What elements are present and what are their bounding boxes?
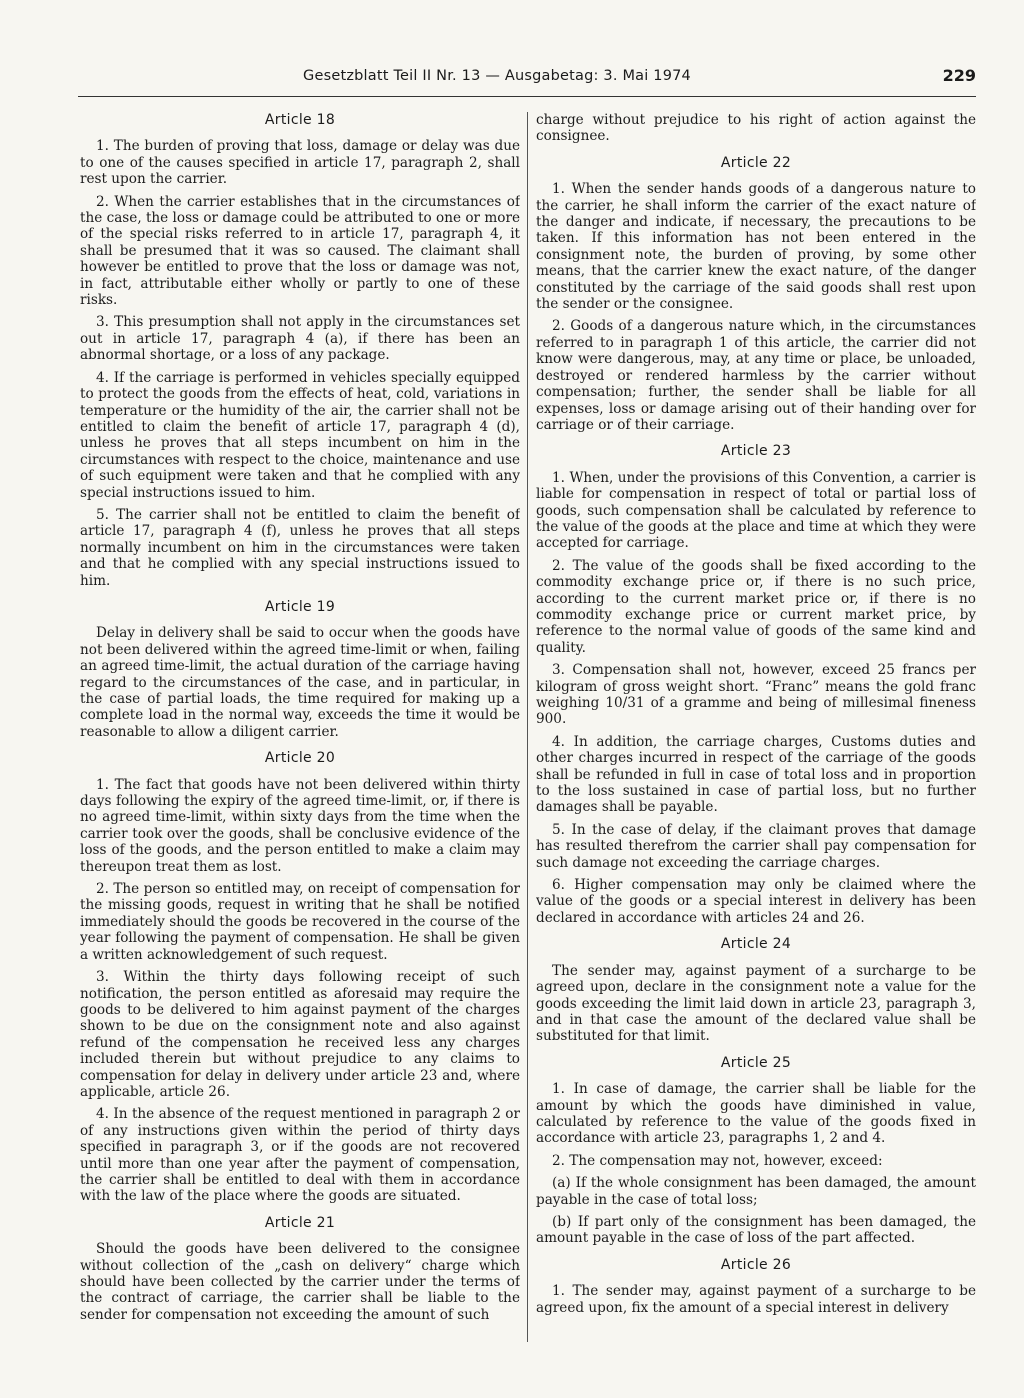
article-19-heading: Article 19 — [264, 598, 336, 615]
article-23-paragraph-2: 2. The value of the goods shall be fixed according to the commodity exchange price or, if there is no such price, according to the current market price or, if there is no commodity exchange price or current market price, by reference to the normal value of goods of the same kind and quality. — [536, 557, 976, 656]
article-18-paragraph-5: 5. The carrier shall not be entitled to claim the benefit of article 17, paragraph 4 (f), unless he proves that all steps normally incumbent on him in the circumstances were taken and that he complied with any special instructions issued to him. — [80, 506, 520, 589]
article-25-paragraph-2: 2. The compensation may not, however, exceed: — [552, 1152, 883, 1169]
article-25-heading: Article 25 — [720, 1054, 792, 1071]
article-23-paragraph-4: 4. In addition, the carriage charges, Customs duties and other charges incurred in respect of the carriage of the goods shall be refunded in full in case of total loss and in proportion to the loss sustained in case of partial loss, but no further damages shall be payable. — [536, 733, 976, 816]
article-25-paragraph-3: (a) If the whole consignment has been damaged, the amount payable in the case of total loss; — [536, 1175, 976, 1208]
article-20-heading: Article 20 — [264, 750, 336, 767]
article-18-paragraph-4: 4. If the carriage is performed in vehicles specially equipped to protect the goods from the effects of heat, cold, variations in temperature or the humidity of the air, the carrier shall not be entitled to claim the benefit of article 17, paragraph 4 (d), unless he proves that all steps incumbent on him in the circumstances with respect to the choice, maintenance and use of such equipment were taken and that he complied with any special instructions issued to him. — [80, 369, 520, 501]
article-21-heading: Article 21 — [264, 1214, 336, 1231]
article-20-paragraph-4: 4. In the absence of the request mentioned in paragraph 2 or of any instructions given within the period of thirty days specified in paragraph 3, or if the goods are not recovered until more than one year after the payment of compensation, the carrier shall be entitled to deal with them in accordance with the law of the place where the goods are situated. — [80, 1106, 520, 1205]
column-divider — [527, 112, 528, 1342]
article-23-heading: Article 23 — [720, 443, 792, 460]
article-18-paragraph-1: 1. The burden of proving that loss, damage or delay was due to one of the causes specified in article 17, paragraph 2, shall rest upon the carrier. — [80, 138, 520, 188]
article-23-paragraph-5: 5. In the case of delay, if the claimant proves that damage has resulted therefrom the carrier shall pay compensation for such damage not exceeding the carriage charges. — [536, 821, 976, 871]
article-21-paragraph-1: Should the goods have been delivered to the consignee without collection of the „cash on delivery“ charge which should have been collected by the carrier under the terms of the contract of carriage, the carrier shall be liable to the sender for compensation not exceeding the amount of such — [80, 1241, 520, 1323]
right-column — [536, 112, 976, 1342]
article-20-paragraph-1: 1. The fact that goods have not been delivered within thirty days following the expiry of the agreed time-limit, or, if there is no agreed time-limit, within sixty days from the time when the carrier took over the goods, shall be conclusive evidence of the loss of the goods, and the person entitled to make a claim may thereupon treat them as lost. — [80, 776, 520, 875]
article-18-heading: Article 18 — [264, 112, 336, 128]
article-19-paragraph-1: Delay in delivery shall be said to occur when the goods have not been delivered within the agreed time-limit or when, failing an agreed time-limit, the actual duration of the carriage having regard to the circumstances of the case, and in particular, in the case of partial loads, the time required for making up a complete load in the normal way, exceeds the time it would be reasonable to allow a diligent carrier. — [80, 625, 520, 740]
article-23-paragraph-1: 1. When, under the provisions of this Convention, a carrier is liable for compensation in respect of total or partial loss of goods, such compensation shall be calculated by reference to the value of the goods at the place and time at which they were accepted for carriage. — [536, 469, 976, 552]
article-18-paragraph-3: 3. This presumption shall not apply in the circumstances set out in article 17, paragraph 4 (a), if there has been an abnormal shortage, or a loss of any package. — [80, 314, 520, 364]
article-25-paragraph-4: (b) If part only of the consignment has been damaged, the amount payable in the case of loss of the part affected. — [536, 1213, 976, 1247]
article-22-heading: Article 22 — [720, 154, 792, 171]
article-20-paragraph-2: 2. The person so entitled may, on receipt of compensation for the missing goods, request in writing that he shall be notified immediately should the goods be recovered in the course of the year following the payment of compensation. He shall be given a written acknowledgement of such request. — [80, 881, 520, 963]
article-24-paragraph-1: The sender may, against payment of a surcharge to be agreed upon, declare in the consignment note a value for the goods exceeding the limit laid down in article 23, paragraph 3, and in that case the amount of the declared value shall be substituted for that limit. — [536, 962, 976, 1045]
article-23-paragraph-3: 3. Compensation shall not, however, exceed 25 francs per kilogram of gross weight short. “Franc” means the gold franc weighing 10/31 of a gramme and being of millesimal fineness 900. — [536, 662, 976, 728]
article-20-paragraph-3: 3. Within the thirty days following receipt of such notification, the person entitled as aforesaid may require the goods to be delivered to him against payment of the charges shown to be due on the consignment note and also against refund of the compensation he received less any charges included therein but without prejudice to any claims to compensation for delay in delivery under article 23 and, where applicable, article 26. — [80, 969, 520, 1100]
article-26-paragraph-1: 1. The sender may, against payment of a surcharge to be agreed upon, fix the amount of a special interest in delivery — [536, 1283, 976, 1316]
left-column — [80, 112, 520, 1342]
article-23-paragraph-6: 6. Higher compensation may only be claimed where the value of the goods or a special interest in delivery has been declared in accordance with articles 24 and 26. — [536, 877, 976, 926]
article-26-heading: Article 26 — [720, 1256, 792, 1273]
article-22-paragraph-2: 2. Goods of a dangerous nature which, in the circumstances referred to in paragraph 1 of this article, the carrier did not know were dangerous, may, at any time or place, be unloaded, destroyed or rendered harmless by the carrier without compensation; further, the sender shall be liable for all expenses, loss or damage arising out of their handing over for carriage or of their carriage. — [536, 318, 976, 433]
page-header — [78, 66, 976, 97]
article-18-paragraph-2: 2. When the carrier establishes that in the circumstances of the case, the loss or damage could be attributed to one or more of the special risks referred to in article 17, paragraph 4, it shall be presumed that it was so caused. The claimant shall however be entitled to prove that the loss or damage was not, in fact, attributable either wholly or partly to one of these risks. — [80, 193, 520, 309]
page-number: 229 — [942, 66, 976, 85]
article-21-continuation: charge without prejudice to his right of action against the consignee. — [536, 112, 976, 145]
article-22-paragraph-1: 1. When the sender hands goods of a dangerous nature to the carrier, he shall inform the carrier of the exact nature of the danger and indicate, if necessary, the precautions to be taken. If this information has not been entered in the consignment note, the burden of proving, by some other means, that the carrier knew the exact nature, of the danger constituted by the carriage of the said goods shall rest upon the sender or the consignee. — [536, 181, 976, 313]
running-title: Gesetzblatt Teil II Nr. 13 — Ausgabetag: 3. Mai 1974 — [303, 68, 691, 84]
article-25-paragraph-1: 1. In case of damage, the carrier shall be liable for the amount by which the goods have diminished in value, calculated by reference to the value of the goods fixed in accordance with article 23, paragraphs 1, 2 and 4. — [536, 1081, 976, 1147]
article-24-heading: Article 24 — [720, 936, 792, 953]
